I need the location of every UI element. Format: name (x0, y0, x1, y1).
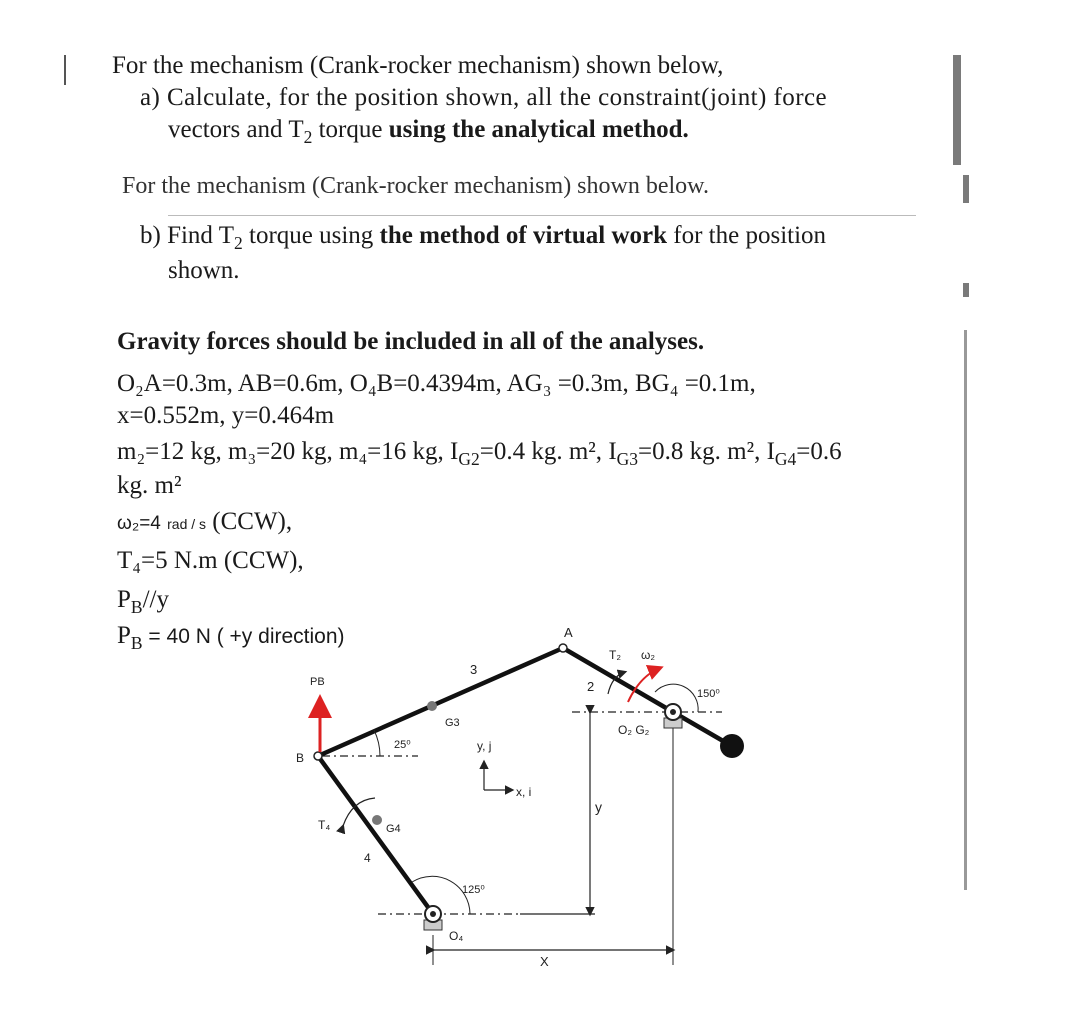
label-angle-25: 25⁰ (394, 739, 411, 751)
label-t4: T₄ (318, 818, 331, 832)
pb-value-symbol: P (117, 622, 131, 649)
pb-symbol: P (117, 586, 131, 613)
inertia-g2: I (450, 438, 459, 465)
pb-value-sub: B (130, 633, 143, 653)
omega-unit: rad / s (167, 516, 207, 532)
part-a-intro: For the mechanism (Crank-rocker mechanism) shown below, (112, 52, 724, 79)
label-2: 2 (587, 679, 595, 694)
angle-25-arc (374, 730, 380, 756)
pivot-o4 (424, 906, 442, 930)
inertia-g2-val: =0.4 kg. m², (479, 438, 609, 465)
label-angle-125: 125⁰ (462, 884, 485, 896)
omega-value: ω₂=4 (117, 513, 161, 534)
g3-marker (427, 701, 437, 711)
part-a-method: using the analytical method. (388, 116, 689, 143)
inertia-g2-sub: G2 (458, 449, 480, 469)
label-g3: G3 (445, 717, 460, 729)
pb-value: = 40 N ( +y direction) (142, 625, 345, 648)
joint-a (559, 644, 567, 652)
mass-line2: kg. m² (117, 472, 182, 499)
label-g4: G4 (386, 823, 401, 835)
pb-parallel: //y (142, 586, 169, 613)
inertia-g4-sub: G4 (774, 449, 797, 469)
label-b: B (296, 751, 305, 765)
lengths-line2: x=0.552m, y=0.464m (117, 402, 335, 429)
inertia-g3: I (608, 438, 617, 465)
t2-subscript-b: 2 (234, 233, 243, 253)
inertia-g4: I (766, 438, 775, 465)
counterweight (720, 734, 744, 758)
torque4-line: T₄=5 N.m (CCW), (117, 547, 304, 574)
part-b-text-mid: torque using (242, 222, 380, 249)
t2-subscript: 2 (303, 127, 313, 147)
masses: m₂=12 kg, m₃=20 kg, m₄=16 kg, (117, 438, 451, 465)
label-axis-x: x, i (516, 785, 532, 799)
part-b-text: b) Find T (140, 222, 234, 249)
label-a: A (564, 625, 573, 640)
label-dim-y: y (595, 799, 602, 815)
label-4: 4 (364, 851, 371, 865)
link-4 (318, 756, 433, 914)
label-o4: O₄ (449, 929, 464, 943)
label-angle-150: 150⁰ (697, 688, 720, 700)
link-3 (318, 648, 563, 756)
label-dim-x: X (540, 954, 549, 969)
label-axis-y: y, j (477, 739, 492, 753)
label-w2: ω₂ (641, 648, 656, 662)
lengths-line1: O₂A=0.3m, AB=0.6m, O₄B=0.4394m, AG₃ =0.3m, BG₄ =0.1m, (117, 370, 756, 397)
part-a-text: vectors and T (168, 116, 304, 143)
part-a-question: a) Calculate, for the position shown, all the constraint(joint) force (140, 84, 828, 111)
part-b-text-post: for the position (667, 222, 827, 249)
label-o2g2: O₂ G₂ (618, 723, 650, 737)
inertia-g4-val: =0.6 (796, 438, 842, 465)
pb-sub: B (130, 597, 143, 617)
omega-direction: (CCW), (212, 508, 293, 535)
part-b-question-line2: shown. (168, 257, 240, 284)
part-b-method: the method of virtual work (379, 222, 668, 249)
label-pb: PB (310, 676, 325, 688)
label-t2: T₂ (609, 648, 621, 662)
inertia-g3-sub: G3 (616, 449, 639, 469)
inertia-g3-val: =0.8 kg. m², (638, 438, 767, 465)
part-b-intro: For the mechanism (Crank-rocker mechanism) shown below. (122, 173, 709, 199)
gravity-note: Gravity forces should be included in all of the analyses. (117, 328, 705, 355)
part-a-text-mid: torque (312, 116, 389, 143)
joint-b (314, 752, 322, 760)
g4-marker (372, 815, 382, 825)
pivot-o2 (664, 704, 682, 728)
label-3: 3 (470, 662, 478, 677)
